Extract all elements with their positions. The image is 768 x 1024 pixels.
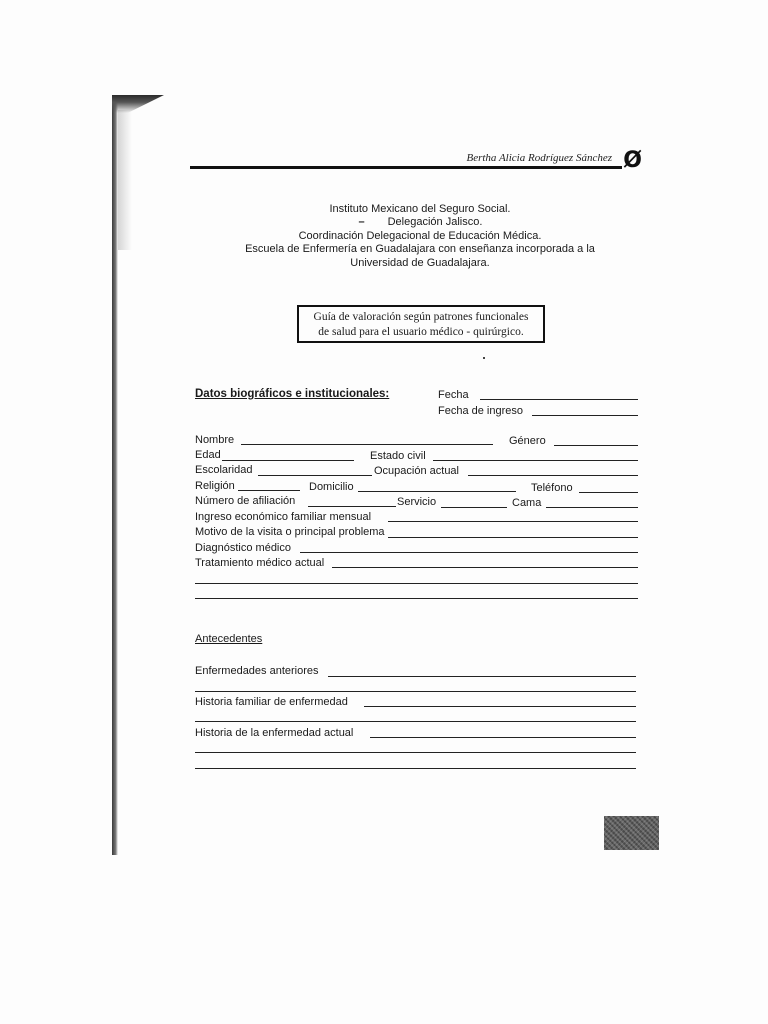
motivo-field[interactable] [388, 537, 638, 538]
nombre-field[interactable] [241, 444, 493, 445]
diagnostico-label: Diagnóstico médico [195, 542, 291, 554]
ingreso-label: Ingreso económico familiar mensual [195, 511, 372, 523]
servicio-label: Servicio [397, 496, 437, 508]
institution-line-3: Coordinación Delegacional de Educación Médica. [298, 229, 542, 242]
ingreso-field[interactable] [388, 521, 638, 522]
escolaridad-field[interactable] [258, 475, 372, 476]
historia-familiar-label: Historia familiar de enfermedad [195, 696, 348, 708]
historia-actual-field[interactable] [370, 737, 636, 738]
tratamiento-line-2[interactable] [195, 583, 638, 584]
historia-familiar-field[interactable] [364, 706, 636, 707]
institution-line-2 [190, 216, 650, 229]
fecha-field[interactable] [480, 399, 638, 400]
guide-title-box [297, 305, 545, 343]
nombre-label: Nombre [195, 434, 235, 446]
guide-title-line-1: Guía de valoración según patrones funcionales [313, 311, 529, 323]
domicilio-label: Domicilio [309, 481, 354, 493]
historia-actual-line-3[interactable] [195, 768, 636, 769]
tratamiento-field[interactable] [332, 567, 638, 568]
cama-label: Cama [512, 497, 542, 509]
domicilio-field[interactable] [358, 491, 516, 492]
motivo-label: Motivo de la visita o principal problema [195, 526, 385, 538]
diagnostico-field[interactable] [300, 552, 638, 553]
estado-civil-field[interactable] [433, 460, 638, 461]
telefono-label: Teléfono [531, 482, 573, 494]
servicio-field[interactable] [441, 507, 507, 508]
telefono-field[interactable] [579, 492, 638, 493]
page-mark-icon: Ø [623, 148, 642, 173]
antecedentes-section-title: Antecedentes [195, 633, 263, 645]
religion-label: Religión [195, 480, 235, 492]
genero-label: Género [509, 435, 546, 447]
tratamiento-line-3[interactable] [195, 598, 638, 599]
institution-heading [190, 203, 650, 270]
stray-mark [483, 357, 485, 359]
enfermedades-line-2[interactable] [195, 691, 636, 692]
author-name: Bertha Alicia Rodríguez Sánchez [466, 152, 612, 164]
institution-line-4: Escuela de Enfermería en Guadalajara con enseñanza incorporada a la [245, 243, 595, 256]
historia-familiar-line-2[interactable] [195, 721, 636, 722]
escolaridad-label: Escolaridad [195, 464, 253, 476]
page-tab-marker [604, 816, 659, 850]
running-header [190, 148, 642, 176]
genero-field[interactable] [554, 445, 638, 446]
enfermedades-label: Enfermedades anteriores [195, 665, 319, 677]
estado-civil-label: Estado civil [370, 450, 426, 462]
guide-title-line-2: de salud para el usuario médico - quirúrgico. [318, 326, 524, 338]
enfermedades-field[interactable] [328, 676, 636, 677]
afiliacion-label: Número de afiliación [195, 495, 296, 507]
institution-line-1: Instituto Mexicano del Seguro Social. [329, 203, 511, 215]
institution-line-5: Universidad de Guadalajara. [350, 256, 490, 269]
historia-actual-label: Historia de la enfermedad actual [195, 727, 354, 739]
fecha-ingreso-field[interactable] [532, 415, 638, 416]
institution-line-2-text: Delegación Jalisco. [387, 216, 483, 229]
fecha-ingreso-label: Fecha de ingreso [438, 405, 523, 417]
historia-actual-line-2[interactable] [195, 752, 636, 753]
header-rule [190, 166, 622, 169]
cama-field[interactable] [546, 507, 638, 508]
afiliacion-field[interactable] [308, 506, 396, 507]
binding-fade [118, 110, 132, 250]
tratamiento-label: Tratamiento médico actual [195, 557, 325, 569]
biographic-section-title: Datos biográficos e institucionales: [195, 388, 390, 400]
ocupacion-label: Ocupación actual [374, 465, 459, 477]
ocupacion-field[interactable] [468, 475, 638, 476]
edad-label: Edad [195, 449, 221, 461]
fecha-label: Fecha [438, 389, 469, 401]
bullet-dash: – [358, 216, 365, 229]
edad-field[interactable] [222, 460, 354, 461]
religion-field[interactable] [238, 490, 300, 491]
